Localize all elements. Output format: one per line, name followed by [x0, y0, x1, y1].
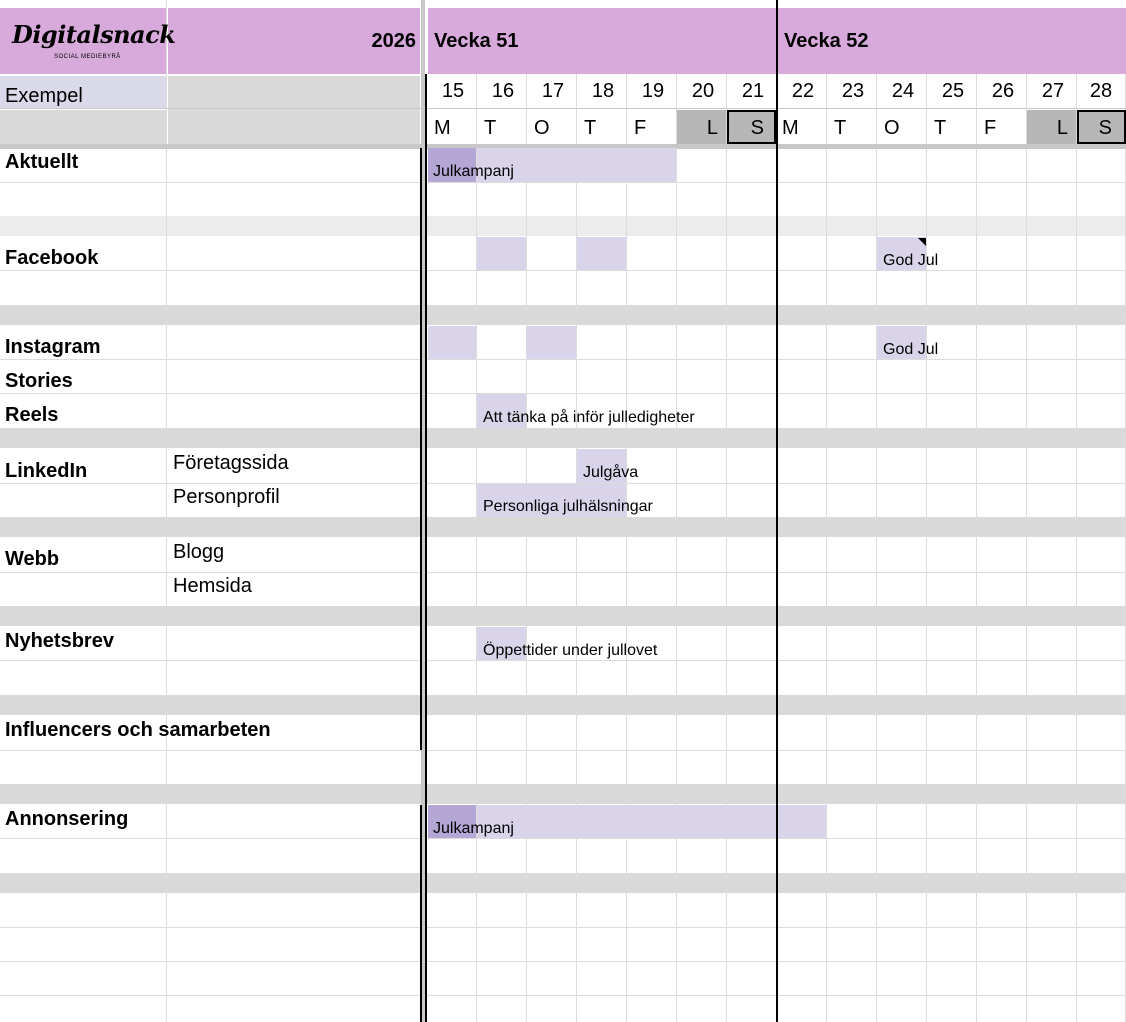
row-sublabel-blogg: Blogg: [173, 541, 225, 563]
day-number: 23: [841, 80, 865, 102]
event-cell[interactable]: [477, 805, 826, 838]
event-text: Julgåva: [583, 464, 639, 481]
example-side-cell: [168, 76, 420, 144]
event-text: Öppettider under jullovet: [483, 642, 658, 659]
event-text: Att tänka på inför julledigheter: [483, 409, 695, 426]
event-text: Personliga julhälsningar: [483, 498, 653, 515]
grid-line: [0, 270, 1126, 271]
year-label: 2026: [371, 29, 416, 52]
day-letter: F: [634, 117, 647, 139]
day-number: 16: [491, 80, 515, 102]
row-label-facebook: Facebook: [5, 247, 99, 269]
row-label-instagram: Instagram: [5, 336, 101, 358]
row-label-stories: Stories: [5, 370, 73, 392]
grid-line: [626, 74, 627, 1022]
grid-line: [576, 74, 577, 1022]
day-letter: T: [484, 117, 497, 139]
grid-line: [926, 74, 927, 1022]
grid-line: [0, 660, 1126, 661]
event-text: Julkampanj: [433, 820, 514, 837]
day-number: 22: [791, 80, 815, 102]
column-divider: [420, 148, 422, 750]
day-letter: M: [434, 117, 451, 139]
day-letter: M: [782, 117, 799, 139]
row-label-annonsering: Annonsering: [5, 808, 129, 830]
column-divider: [420, 805, 422, 1022]
day-number: 21: [741, 80, 765, 102]
day-letter: T: [934, 117, 947, 139]
day-letter: O: [884, 117, 900, 139]
day-number: 19: [641, 80, 665, 102]
separator-row: [0, 873, 1126, 893]
day-letter: L: [1056, 117, 1068, 139]
day-number: 18: [591, 80, 615, 102]
grid-line: [0, 838, 1126, 839]
week-start-line: [776, 0, 778, 1022]
grid-line: [726, 74, 727, 1022]
grid-line: [0, 927, 1126, 928]
grid-line: [0, 182, 1126, 183]
separator-row: [0, 216, 1126, 236]
event-text: God Jul: [883, 341, 939, 358]
grid-line: [0, 995, 1126, 996]
grid-line: [876, 74, 877, 1022]
example-side-cell: [0, 110, 166, 144]
logo: [8, 14, 176, 70]
grid-line: [0, 572, 1126, 573]
week-start-line: [425, 74, 427, 1022]
day-number: 27: [1041, 80, 1065, 102]
separator-row: [0, 305, 1126, 325]
day-letter: T: [834, 117, 847, 139]
event-cell[interactable]: [477, 237, 526, 270]
event-text: God Jul: [883, 252, 939, 269]
week-51-title: Vecka 51: [434, 29, 519, 52]
grid-line: [526, 74, 527, 1022]
grid-line: [976, 74, 977, 1022]
day-number: 15: [441, 80, 465, 102]
separator-row: [0, 784, 1126, 804]
logo-subtext: SOCIAL MEDIEBYRÅ: [54, 54, 121, 60]
day-letter: T: [584, 117, 597, 139]
grid-line: [1026, 74, 1027, 1022]
event-cell[interactable]: [428, 326, 476, 359]
grid-line: [676, 74, 677, 1022]
separator-row: [0, 606, 1126, 626]
grid-line: [0, 393, 1126, 394]
day-number: 28: [1089, 80, 1113, 102]
day-letter: S: [1098, 117, 1112, 139]
row-sublabel-foretagssida: Företagssida: [173, 452, 289, 474]
row-label-nyhetsbrev: Nyhetsbrev: [5, 630, 114, 652]
event-cell[interactable]: [577, 237, 626, 270]
week-52-title: Vecka 52: [784, 29, 869, 52]
comment-marker-icon: [918, 238, 926, 246]
event-text: Julkampanj: [433, 163, 514, 180]
day-number: 25: [941, 80, 965, 102]
day-letter: L: [706, 117, 718, 139]
day-number: 17: [541, 80, 565, 102]
grid-line: [826, 74, 827, 1022]
grid-line: [0, 750, 1126, 751]
event-cell[interactable]: [527, 326, 576, 359]
separator-row: [0, 517, 1126, 537]
grid-line: [476, 74, 477, 1022]
day-number: 20: [691, 80, 715, 102]
example-label: Exempel: [0, 76, 166, 108]
row-label-aktuellt: Aktuellt: [5, 151, 79, 173]
row-sublabel-personprofil: Personprofil: [173, 486, 280, 508]
day-letter: O: [534, 117, 550, 139]
day-number: 26: [991, 80, 1015, 102]
row-label-webb: Webb: [5, 548, 60, 570]
grid-line: [0, 108, 1126, 109]
grid-line: [166, 0, 167, 1022]
grid-line: [0, 359, 1126, 360]
row-sublabel-hemsida: Hemsida: [173, 575, 252, 597]
separator-row: [0, 695, 1126, 715]
grid-line: [1076, 74, 1077, 1022]
day-number: 24: [891, 80, 915, 102]
day-letter: S: [750, 117, 764, 139]
day-letter: F: [984, 117, 997, 139]
row-label-reels: Reels: [5, 404, 59, 426]
separator-row: [0, 428, 1126, 448]
logo-text: Digitalsnack: [12, 20, 176, 49]
grid-line: [0, 961, 1126, 962]
row-label-linkedin: LinkedIn: [5, 460, 88, 482]
row-label-influencers: Influencers och samarbeten: [5, 719, 271, 741]
